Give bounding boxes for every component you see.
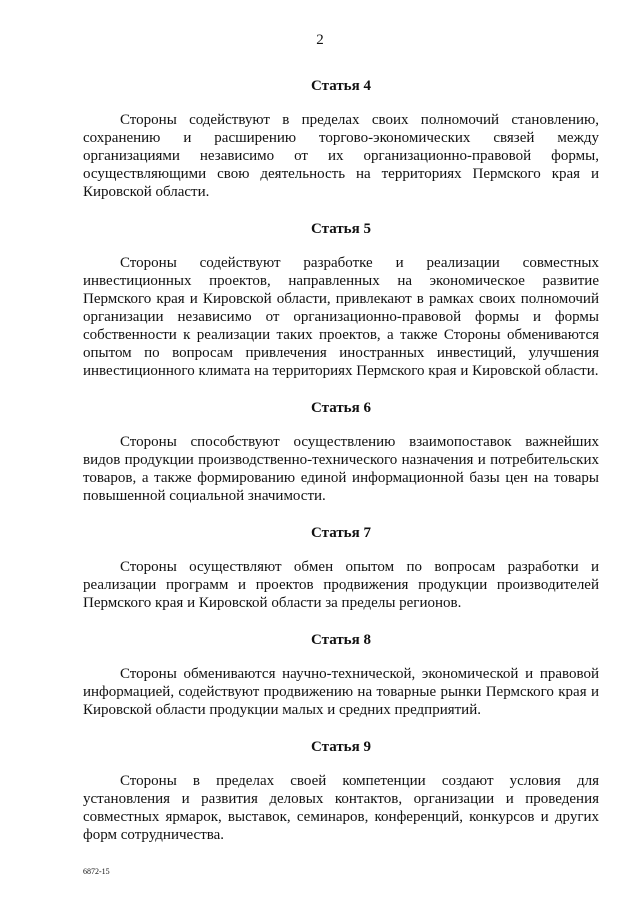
article-text: Стороны осуществляют обмен опытом по вопросам разработки и реализации программ и проектов продвижения продукции производителей Пермского края и Кировской области за пределы регионов. <box>83 559 599 611</box>
document-body <box>83 77 599 863</box>
article-text: Стороны способствуют осуществлению взаимопоставок важнейших видов продукции производственно-технического назначения и потребительских товаров, а также формированию единой информационной базы цен на товары повышенной социальной значимости. <box>83 434 599 504</box>
article-5 <box>83 220 599 380</box>
article-text: Стороны в пределах своей компетенции создают условия для установления и развития деловых контактов, организации и проведения совместных ярмарок, выставок, семинаров, конференций, конкурсов и других форм сотрудничества. <box>83 773 599 843</box>
footer-code: 6872-15 <box>83 867 110 876</box>
article-9 <box>83 738 599 844</box>
article-7 <box>83 524 599 612</box>
article-title: Статья 8 <box>311 632 371 648</box>
article-title: Статья 9 <box>311 739 371 755</box>
article-6 <box>83 399 599 505</box>
page-number: 2 <box>316 32 324 48</box>
article-title: Статья 6 <box>311 400 371 416</box>
article-text: Стороны обмениваются научно-технической, экономической и правовой информацией, содействуют продвижению на товарные рынки Пермского края и Кировской области продукции малых и средних предприятий. <box>83 666 599 718</box>
article-title: Статья 7 <box>311 525 371 541</box>
article-4 <box>83 77 599 201</box>
article-title: Статья 4 <box>311 78 371 94</box>
article-title: Статья 5 <box>311 221 371 237</box>
article-text: Стороны содействуют разработке и реализации совместных инвестиционных проектов, направленных на экономическое развитие Пермского края и Кировской области, привлекают в рамках своих полномочий организации независимо от организационно-правовой формы и формы собственности к реализации таких проектов, а также Стороны обмениваются опытом по вопросам привлечения иностранных инвестиций, улучшения инвестиционного климата на территориях Пермского края и Кировской области. <box>83 255 599 379</box>
article-text: Стороны содействуют в пределах своих полномочий становлению, сохранению и расширению торгово-экономических связей между организациями независимо от их организационно-правовой формы, осуществляющими свою деятельность на территориях Пермского края и Кировской области. <box>83 112 599 200</box>
article-8 <box>83 631 599 719</box>
